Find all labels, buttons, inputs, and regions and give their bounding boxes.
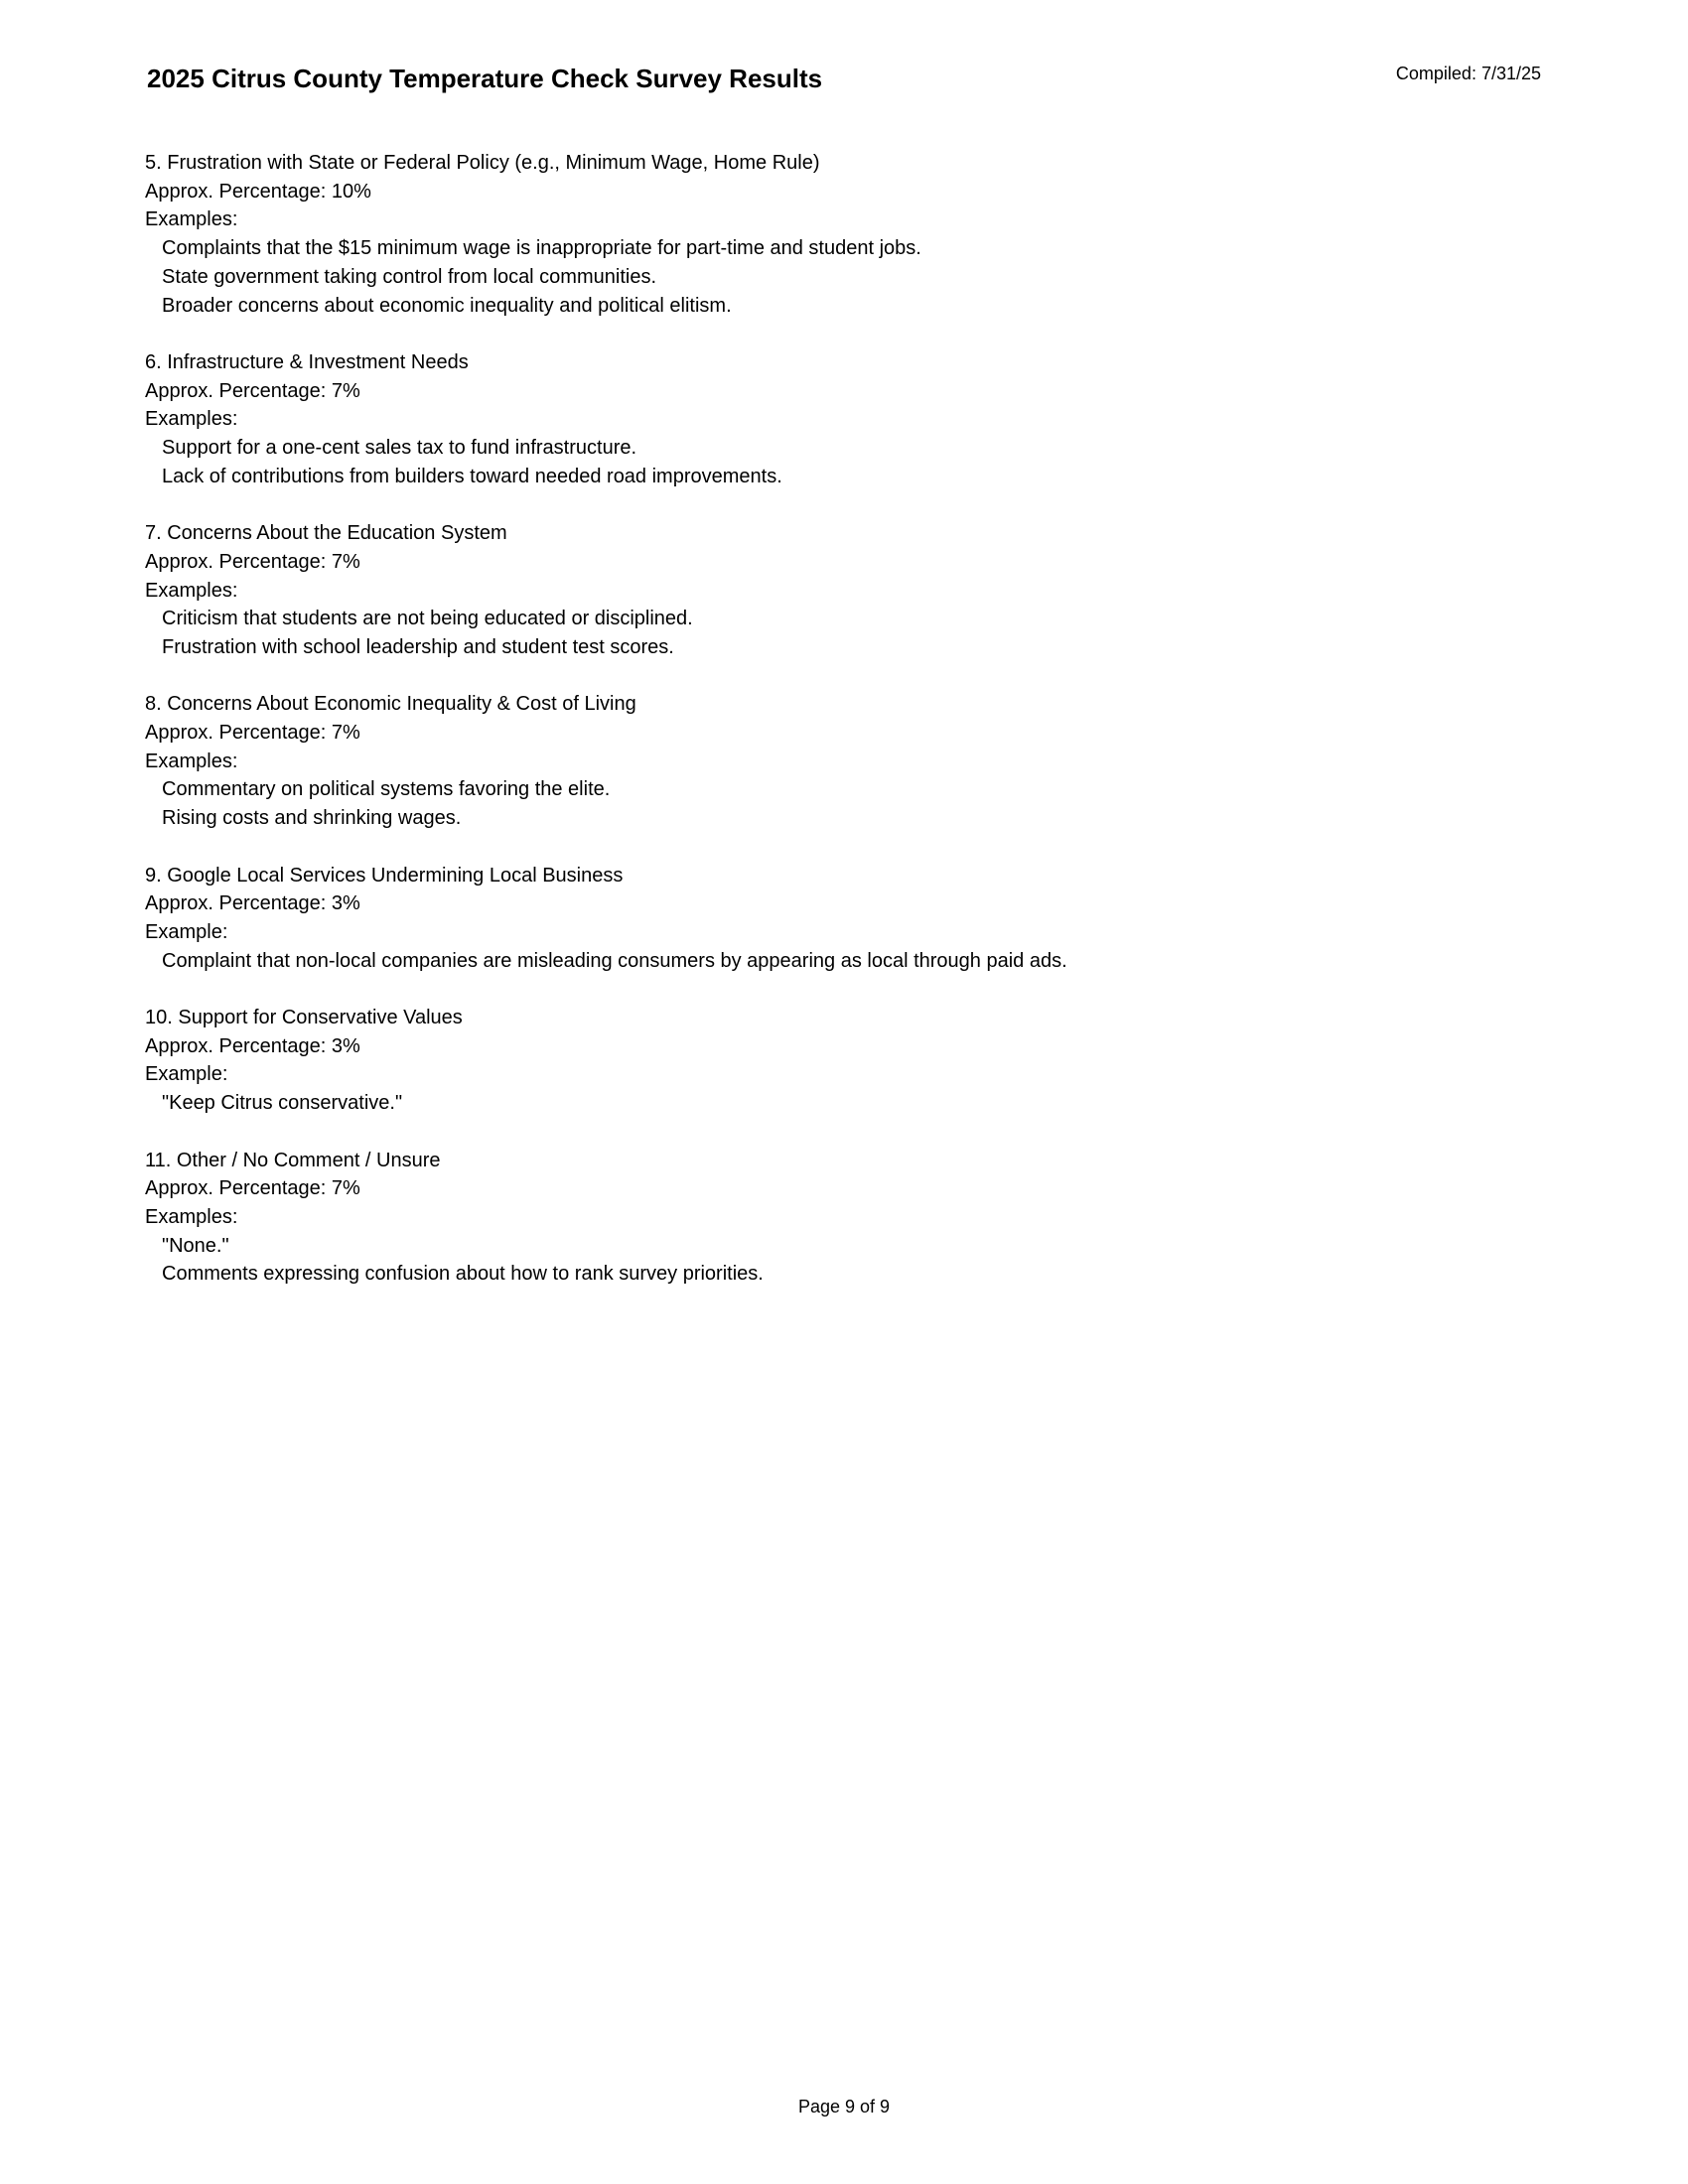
section-8 — [145, 690, 1555, 833]
example-item: "None." — [162, 1234, 229, 1257]
example-item: Criticism that students are not being educated or disciplined. — [162, 608, 693, 630]
examples-label: Examples: — [145, 208, 238, 231]
section-9 — [145, 862, 1555, 976]
example-item: Comments expressing confusion about how to rank survey priorities. — [162, 1263, 764, 1286]
example-item: Broader concerns about economic inequality and political elitism. — [162, 294, 732, 317]
examples-label: Example: — [145, 1063, 228, 1086]
example-item: "Keep Citrus conservative." — [162, 1092, 403, 1115]
section-percentage: Approx. Percentage: 3% — [145, 1034, 360, 1057]
section-percentage: Approx. Percentage: 3% — [145, 892, 360, 915]
examples-label: Example: — [145, 920, 228, 943]
section-percentage: Approx. Percentage: 7% — [145, 550, 360, 573]
example-item: State government taking control from local communities. — [162, 265, 656, 288]
survey-results-body — [145, 149, 1555, 1317]
example-item: Lack of contributions from builders toward needed road improvements. — [162, 465, 782, 487]
section-heading: 6. Infrastructure & Investment Needs — [145, 350, 469, 373]
example-item: Complaints that the $15 minimum wage is inappropriate for part-time and student jobs. — [162, 237, 921, 260]
example-item: Rising costs and shrinking wages. — [162, 807, 462, 830]
examples-label: Examples: — [145, 1205, 238, 1228]
section-percentage: Approx. Percentage: 7% — [145, 722, 360, 745]
compiled-date: Compiled: 7/31/25 — [1395, 64, 1541, 83]
examples-label: Examples: — [145, 408, 238, 431]
section-percentage: Approx. Percentage: 10% — [145, 180, 371, 203]
section-heading: 8. Concerns About Economic Inequality & Cost of Living — [145, 693, 636, 716]
section-percentage: Approx. Percentage: 7% — [145, 379, 360, 402]
section-heading: 10. Support for Conservative Values — [145, 1007, 463, 1029]
example-item: Commentary on political systems favoring the elite. — [162, 778, 611, 801]
section-percentage: Approx. Percentage: 7% — [145, 1177, 360, 1200]
section-heading: 7. Concerns About the Education System — [145, 522, 507, 545]
section-heading: 5. Frustration with State or Federal Policy (e.g., Minimum Wage, Home Rule) — [145, 152, 820, 174]
examples-label: Examples: — [145, 579, 238, 602]
section-heading: 11. Other / No Comment / Unsure — [145, 1149, 441, 1171]
section-5 — [145, 149, 1555, 320]
example-item: Support for a one-cent sales tax to fund infrastructure. — [162, 437, 637, 460]
section-10 — [145, 1004, 1555, 1118]
examples-label: Examples: — [145, 750, 238, 772]
section-11 — [145, 1147, 1555, 1290]
example-item: Complaint that non-local companies are misleading consumers by appearing as local through paid ads. — [162, 949, 1067, 972]
page-title: 2025 Citrus County Temperature Check Survey Results — [147, 64, 823, 93]
page-number: Page 9 of 9 — [797, 2097, 891, 2116]
example-item: Frustration with school leadership and student test scores. — [162, 635, 674, 658]
section-heading: 9. Google Local Services Undermining Local Business — [145, 864, 624, 887]
section-7 — [145, 519, 1555, 662]
section-6 — [145, 348, 1555, 491]
